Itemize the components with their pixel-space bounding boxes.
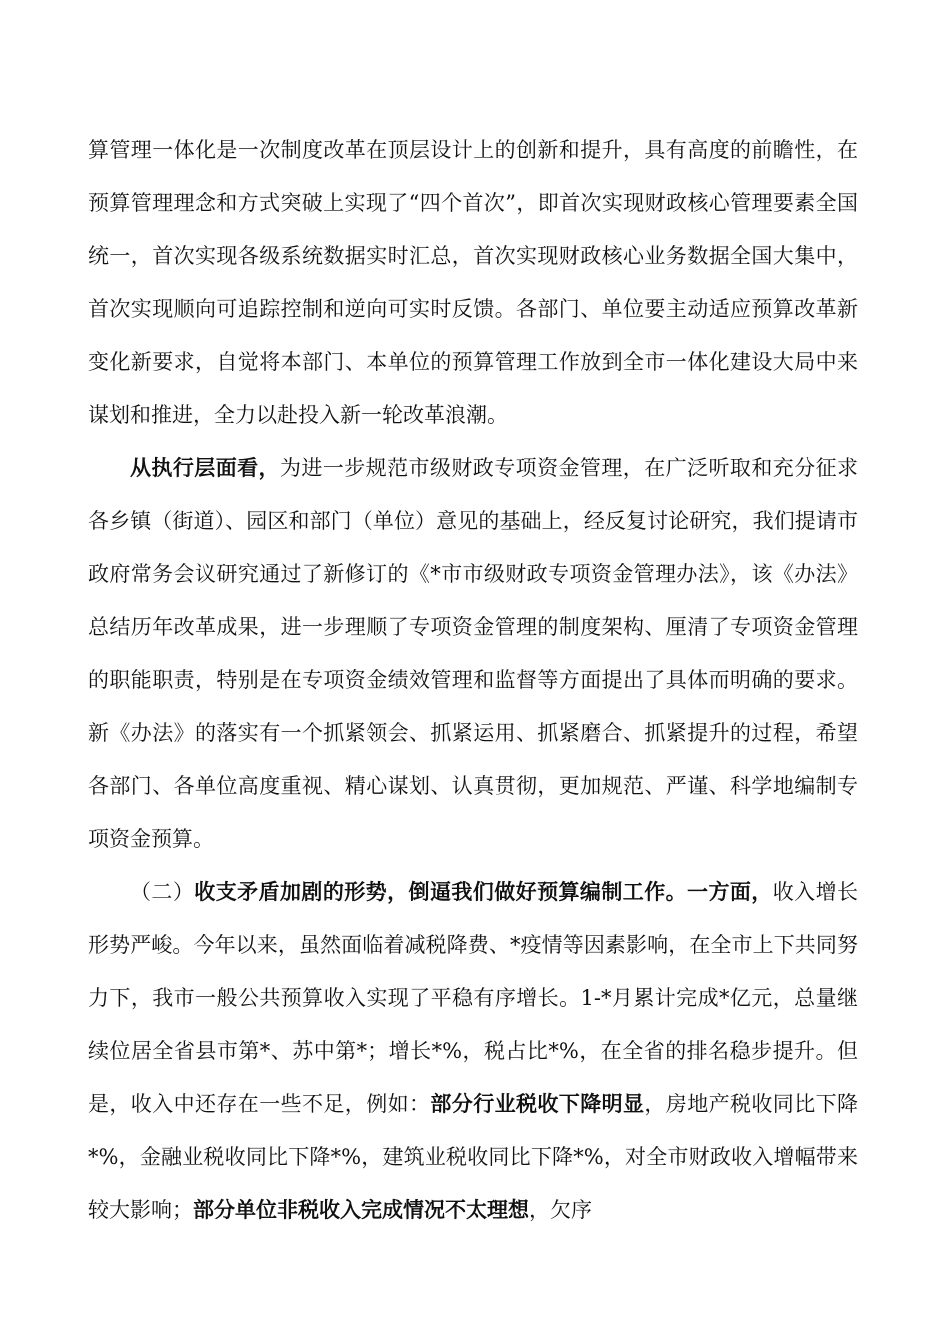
paragraph-1 bbox=[88, 124, 858, 442]
paragraph-text: ，房地产税收同比下降*%，金融业税收同比下降*%，建筑业税收同比下降*%，对全市财政收入增幅带来较大影响； bbox=[88, 1092, 859, 1222]
paragraph-bold-lead: 从执行层面看， bbox=[130, 456, 280, 480]
paragraph-text: 收入增长形势严峻。今年以来，虽然面临着减税降费、*疫情等因素影响，在全市上下共同努力下，我市一般公共预算收入实现了平稳有序增长。1-*月累计完成*亿元，总量继续位居全省县市第*、苏中第*；增长*%，税占比*%，在全省的排名稳步提升。但是，收入中还存在一些不足，例如： bbox=[88, 880, 859, 1116]
bold-phrase: 部分行业税收下降明显 bbox=[430, 1092, 645, 1116]
section-number: （二） bbox=[130, 880, 195, 904]
paragraph-text: 为进一步规范市级财政专项资金管理，在广泛听取和充分征求各乡镇（街道）、园区和部门（单位）意见的基础上，经反复讨论研究，我们提请市政府常务会议研究通过了新修订的《*市市级财政专项资金管理办法》，该《办法》总结历年改革成果，进一步理顺了专项资金管理的制度架构、厘清了专项资金管理的职能职责，特别是在专项资金绩效管理和监督等方面提出了具体而明确的要求。新《办法》的落实有一个抓紧领会、抓紧运用、抓紧磨合、抓紧提升的过程，希望各部门、各单位高度重视、精心谋划、认真贯彻，更加规范、严谨、科学地编制专项资金预算。 bbox=[88, 456, 859, 851]
bold-phrase: 部分单位非税收入完成情况不太理想 bbox=[193, 1198, 529, 1222]
section-heading: 收支矛盾加剧的形势，倒逼我们做好预算编制工作。一方面， bbox=[194, 880, 773, 904]
document-body bbox=[88, 124, 858, 1237]
paragraph-2 bbox=[88, 442, 858, 866]
paragraph-text: ，欠序 bbox=[529, 1198, 592, 1222]
paragraph-text: 算管理一体化是一次制度改革在顶层设计上的创新和提升，具有高度的前瞻性，在预算管理理念和方式突破上实现了“四个首次”，即首次实现财政核心管理要素全国统一，首次实现各级系统数据实时汇总，首次实现财政核心业务数据全国大集中，首次实现顺向可追踪控制和逆向可实时反馈。各部门、单位要主动适应预算改革新变化新要求，自觉将本部门、本单位的预算管理工作放到全市一体化建设大局中来谋划和推进，全力以赴投入新一轮改革浪潮。 bbox=[88, 138, 858, 427]
paragraph-3 bbox=[88, 866, 858, 1237]
